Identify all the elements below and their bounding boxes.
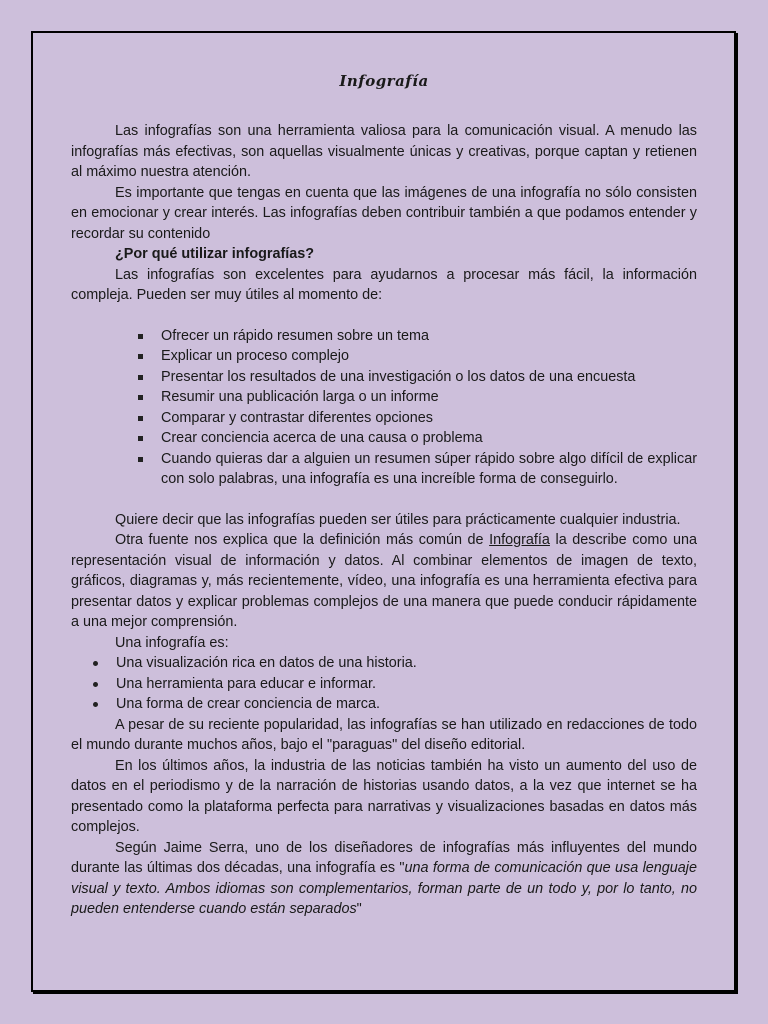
list-item: Una herramienta para educar e informar. <box>71 674 697 695</box>
uses-list <box>71 326 697 490</box>
list-item: Resumir una publicación larga o un informe <box>71 387 697 408</box>
document-title: Infografía <box>339 72 429 90</box>
document-body <box>71 121 697 920</box>
round-bullet-icon <box>93 661 98 666</box>
list-item: Cuando quieras dar a alguien un resumen súper rápido sobre algo difícil de explicar con solo palabras, una infografía es una increíble forma de conseguirlo. <box>71 449 697 490</box>
paragraph-uses: Las infografías son excelentes para ayudarnos a procesar más fácil, la información compleja. Pueden ser muy útiles al momento de: <box>71 266 697 303</box>
paragraph-industry: Quiere decir que las infografías pueden ser útiles para prácticamente cualquier industria. <box>115 511 681 528</box>
list-item: Una visualización rica en datos de una historia. <box>71 653 697 674</box>
list-item: Presentar los resultados de una investigación o los datos de una encuesta <box>71 367 697 388</box>
square-bullet-icon <box>138 334 143 339</box>
paragraph-news: En los últimos años, la industria de las noticias también ha visto un aumento del uso de datos en el periodismo y de la narración de historias usando datos, a la vez que internet se ha presentado como la plataforma perfecta para narrativas y visualizaciones basadas en datos más complejos. <box>71 757 697 835</box>
square-bullet-icon <box>138 436 143 441</box>
square-bullet-icon <box>138 354 143 359</box>
round-bullet-icon <box>93 682 98 687</box>
paragraph-definition: Otra fuente nos explica que la definición más común de Infografía la describe como una representación visual de información y datos. Al combinar elementos de imagen de texto, gráficos, diagramas y, más recientemente, vídeo, una infografía es una herramienta efectiva para presentar datos y explicar problemas complejos de una manera que puede conducir rápidamente a una mejor comprensión. <box>71 532 697 630</box>
section-heading: ¿Por qué utilizar infografías? <box>115 246 315 262</box>
square-bullet-icon <box>138 416 143 421</box>
definition-list <box>71 653 697 715</box>
paragraph-quote: Según Jaime Serra, uno de los diseñadores de infografías más influyentes del mundo durante las últimas dos décadas, una infografía es "una forma de comunicación que usa lenguaje visual y texto. Ambos idiomas son complementarios, forman parte de un todo y, por lo tanto, no pueden entenderse cuando están separados" <box>71 839 698 917</box>
paragraph-popularity: A pesar de su reciente popularidad, las infografías se han utilizado en redacciones de todo el mundo durante muchos años, bajo el "paraguas" del diseño editorial. <box>71 716 697 753</box>
infografia-link[interactable]: Infografía <box>489 532 550 548</box>
paragraph-importance: Es importante que tengas en cuenta que las imágenes de una infografía no sólo consisten en emocionar y crear interés. Las infografías deben contribuir también a que podamos entender y recordar su contenido <box>71 184 697 242</box>
jaime-serra-quote: una forma de comunicación que usa lenguaje visual y texto. Ambos idiomas son complementarios, forman parte de un todo y, por lo tanto, no pueden entenderse cuando están separados <box>71 860 698 917</box>
square-bullet-icon <box>138 457 143 462</box>
list-item: Explicar un proceso complejo <box>71 346 697 367</box>
square-bullet-icon <box>138 395 143 400</box>
list-item: Comparar y contrastar diferentes opciones <box>71 408 697 429</box>
list-item: Crear conciencia acerca de una causa o problema <box>71 428 697 449</box>
square-bullet-icon <box>138 375 143 380</box>
list-item: Ofrecer un rápido resumen sobre un tema <box>71 326 697 347</box>
paragraph-intro: Las infografías son una herramienta valiosa para la comunicación visual. A menudo las infografías más efectivas, son aquellas visualmente únicas y creativas, porque captan y retienen al máximo nuestra atención. <box>71 123 697 180</box>
list-item: Una forma de crear conciencia de marca. <box>71 694 697 715</box>
round-bullet-icon <box>93 702 98 707</box>
paragraph-is: Una infografía es: <box>115 634 229 651</box>
